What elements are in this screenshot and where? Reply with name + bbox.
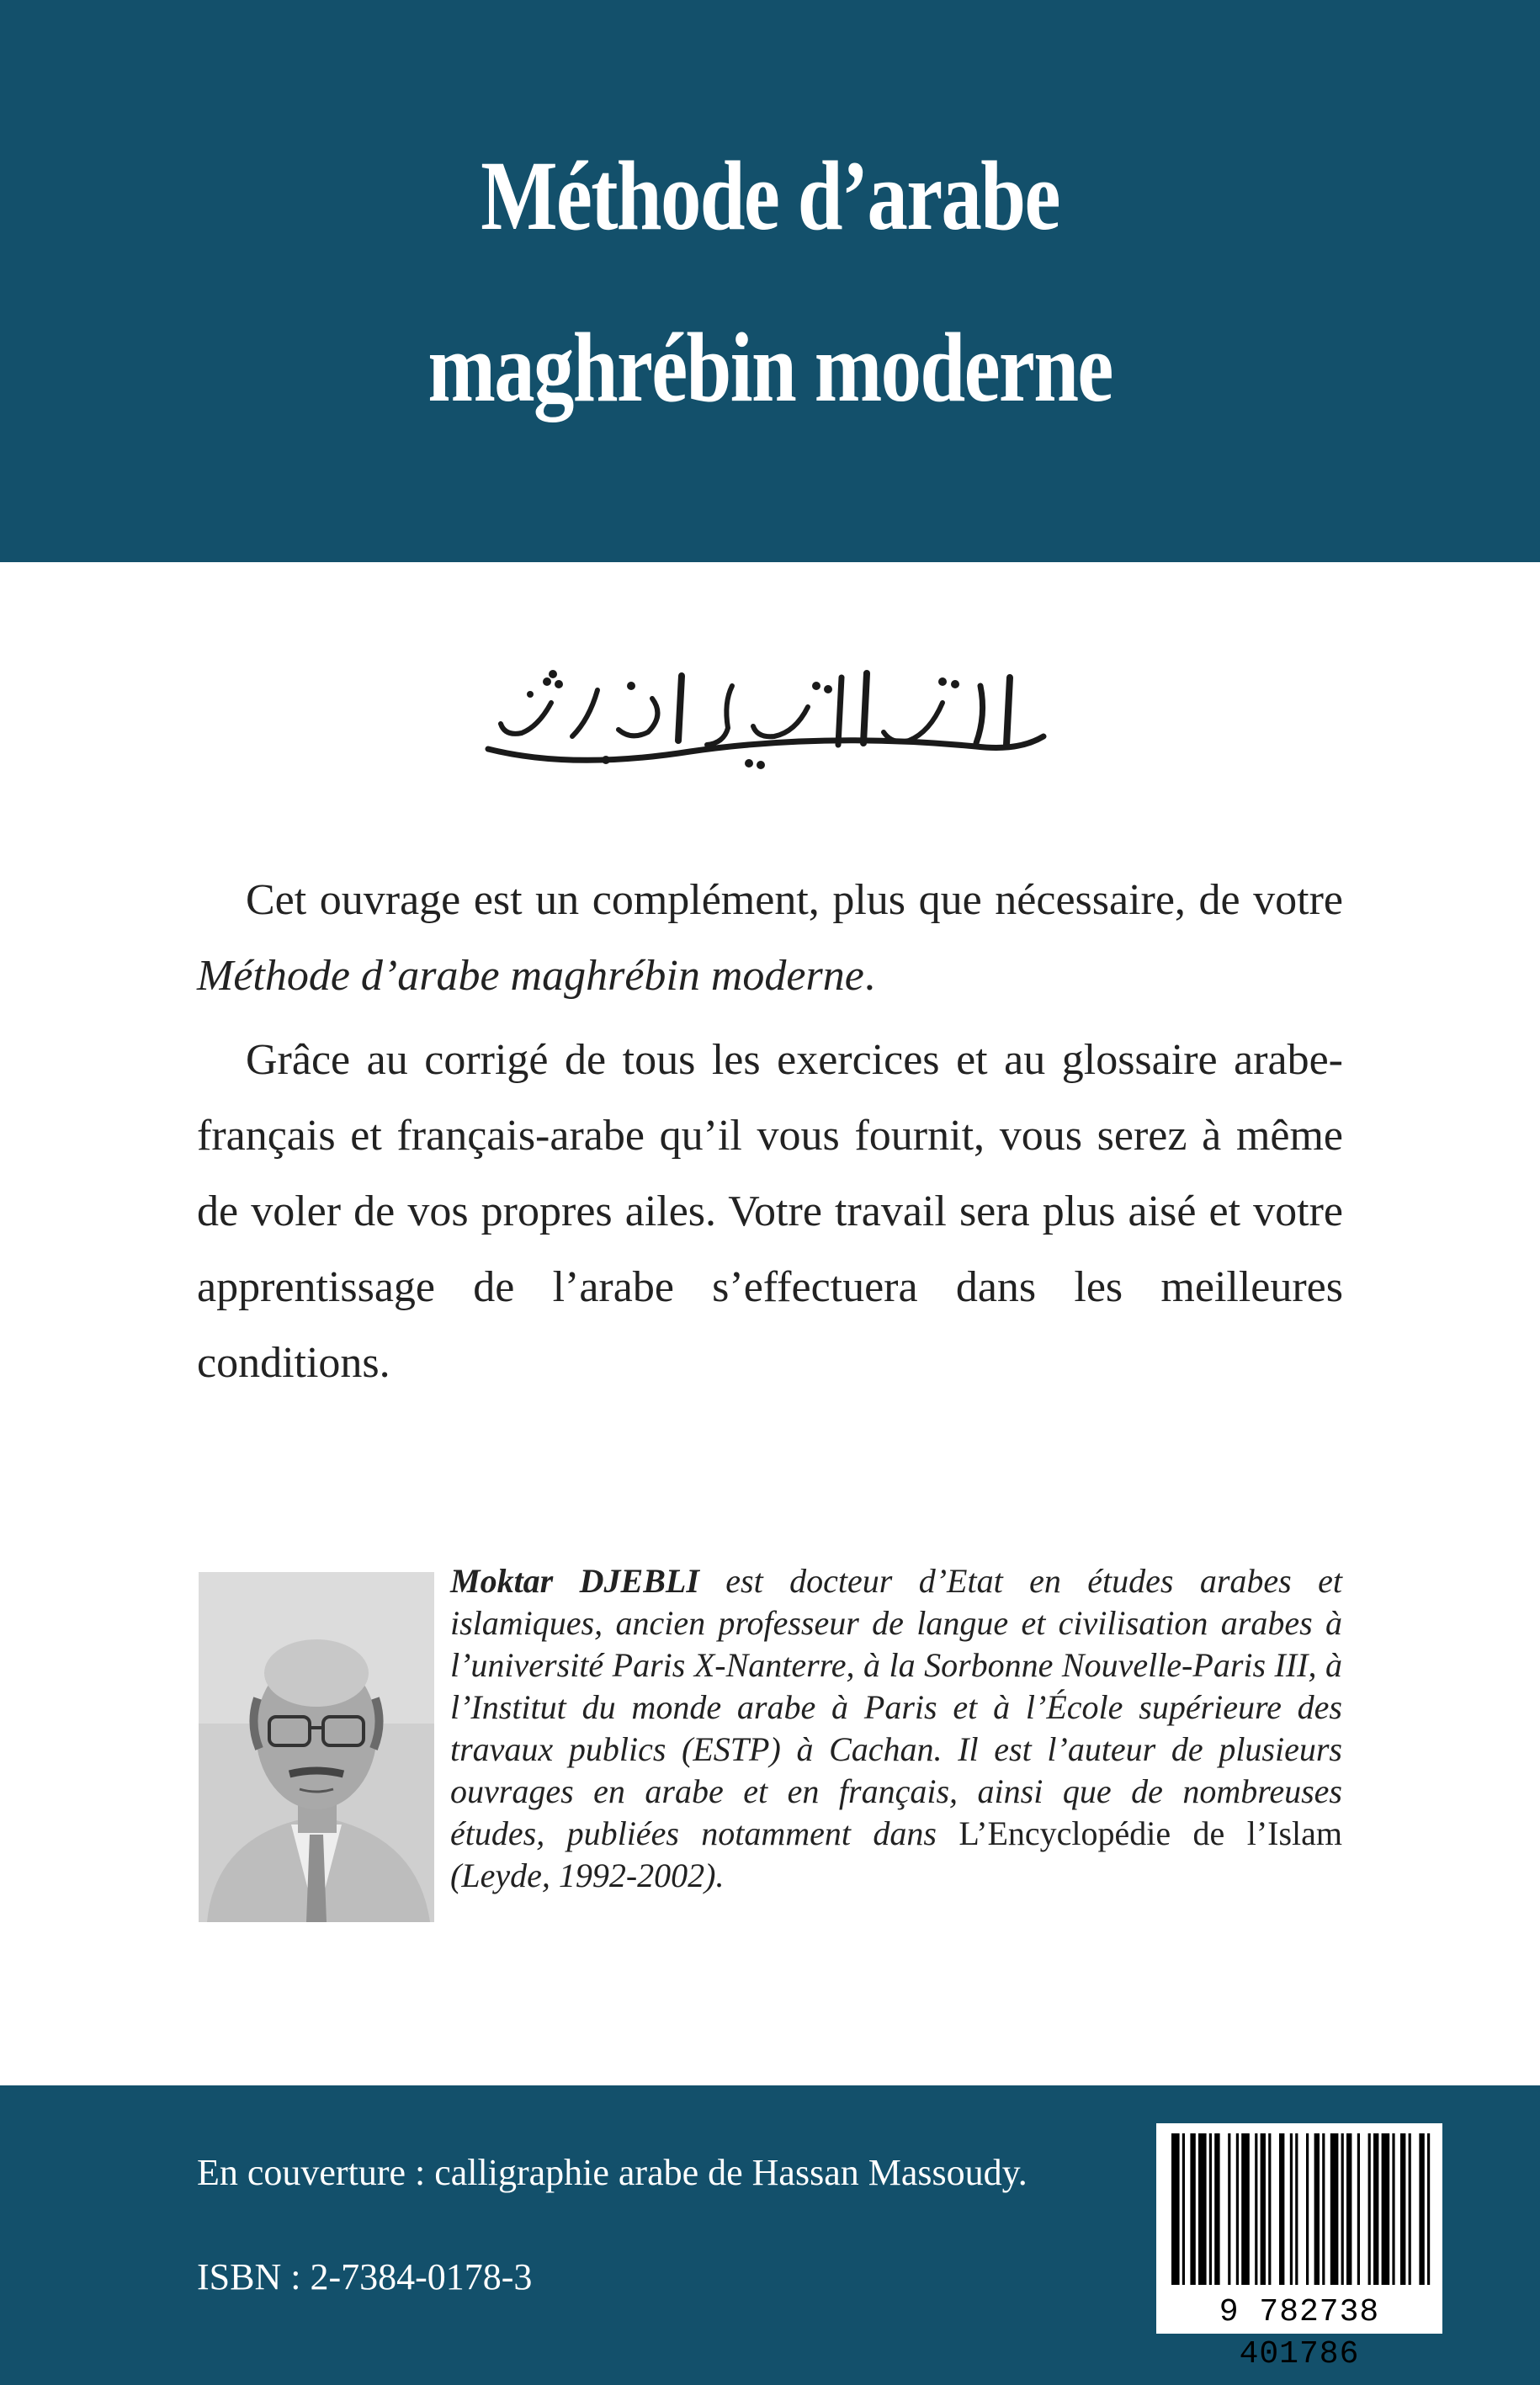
bio-work-title: L’Encyclopédie de l’Islam [959, 1814, 1343, 1852]
description-end: . [863, 952, 875, 1000]
barcode-bar [1295, 2133, 1298, 2285]
barcode-bar [1330, 2133, 1339, 2285]
title-line-2: maghrébin moderne [427, 312, 1113, 422]
cover-credit: En couverture : calligraphie arabe de Hassan Massoudy. [197, 2152, 1028, 2193]
bio-text: est docteur d’Etat en études arabes et islamiques, ancien professeur de langue et civilisation arabes à l’université Paris X-Nanterre, à la Sorbonne Nouvelle-Paris III, à l’Institut du monde arabe à Paris et à l’École supérieure des travaux publics (ESTP) à Cachan. Il est l’auteur de plusieurs ouvrages en arabe et en français, ainsi que de nombreuses études, publiées notamment dans [450, 1562, 1343, 1852]
barcode-bar [1198, 2133, 1207, 2285]
barcode-bar [1261, 2133, 1266, 2285]
barcode-bar [1419, 2133, 1424, 2285]
barcode-bar [1373, 2133, 1378, 2285]
barcode-bar [1341, 2133, 1344, 2285]
barcode-bar [1268, 2133, 1271, 2285]
barcode-bar [1427, 2133, 1430, 2285]
author-name: Moktar DJEBLI [450, 1562, 699, 1600]
barcode-number: 9 782738 401786 [1156, 2292, 1442, 2334]
isbn-text: ISBN : 2-7384-0178-3 [197, 2256, 533, 2297]
barcode-bar [1190, 2133, 1195, 2285]
barcode-bar [1241, 2133, 1250, 2285]
barcode-bar [1290, 2133, 1293, 2285]
barcode-bar [1382, 2133, 1390, 2285]
author-photo [199, 1572, 434, 1922]
barcode-bar [1322, 2133, 1325, 2285]
barcode [1156, 2123, 1442, 2292]
title-line-1: Méthode d’arabe [481, 141, 1059, 251]
barcode-bar [1236, 2133, 1239, 2285]
barcode-bar [1209, 2133, 1212, 2285]
barcode-bar [1314, 2133, 1320, 2285]
barcode-bar [1171, 2133, 1180, 2285]
description-text: Cet ouvrage est un complément, plus que nécessaire, de votre [246, 876, 1343, 924]
description-paragraph-2: Grâce au corrigé de tous les exercices et au glossaire arabe-français et français-arabe qu’il vous fournit, vous serez à même de voler de vos propres ailes. Votre travail sera plus aisé et votre apprentissage de l’arabe s’effectuera dans les meilleures conditions. [197, 1036, 1343, 1387]
book-title-reference: Méthode d’arabe maghrébin moderne [197, 952, 864, 1000]
arabic-calligraphy [471, 652, 1060, 778]
barcode-bar [1409, 2133, 1411, 2285]
barcode-bar [1346, 2133, 1351, 2285]
barcode-bar [1306, 2133, 1309, 2285]
barcode-bar [1228, 2133, 1230, 2285]
barcode-bar [1214, 2133, 1219, 2285]
barcode-bar [1279, 2133, 1284, 2285]
author-biography [450, 1560, 1342, 1897]
barcode-bar [1182, 2133, 1185, 2285]
bio-end: (Leyde, 1992-2002). [450, 1856, 725, 1894]
barcode-bar [1400, 2133, 1405, 2285]
barcode-bar [1357, 2133, 1360, 2285]
barcode-bar [1392, 2133, 1394, 2285]
description-paragraph-1 [197, 863, 1343, 1014]
barcode-bar [1368, 2133, 1371, 2285]
title-band [0, 0, 1540, 562]
barcode-bar [1255, 2133, 1257, 2285]
